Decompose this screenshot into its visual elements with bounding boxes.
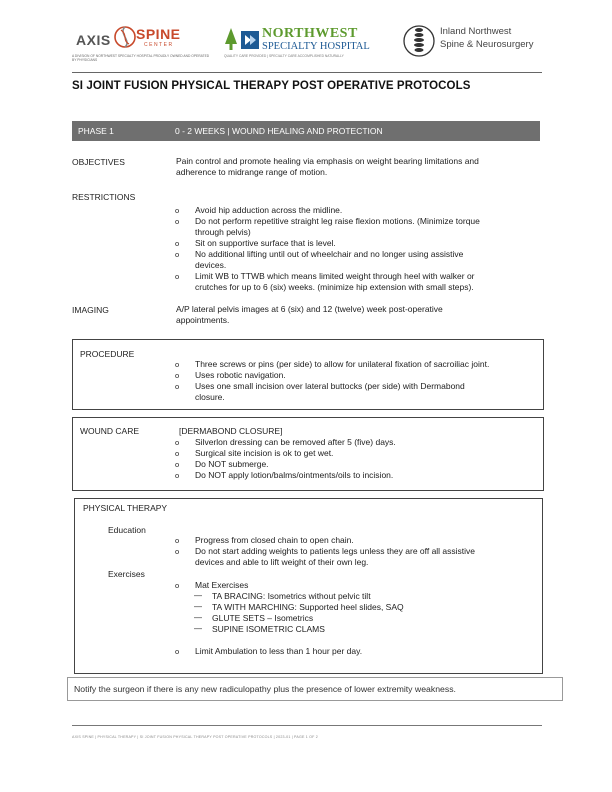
page-footer: AXIS SPINE | PHYSICAL THERAPY | SI JOINT FUSION PHYSICAL THERAPY POST OPERATIVE PROTOCOLS | 2023-01 | PAGE 1 OF 2 <box>72 735 318 739</box>
axis-tagline: A DIVISION OF NORTHWEST SPECIALTY HOSPITAL PROUDLY OWNED AND OPERATED BY PHYSICIANS <box>72 54 210 63</box>
restrictions-label: RESTRICTIONS <box>72 192 136 202</box>
spine-vertebrae-icon <box>402 22 436 60</box>
education-label: Education <box>108 525 146 535</box>
dermabond-heading: [DERMABOND CLOSURE] <box>179 426 283 436</box>
restrictions-list <box>175 205 541 293</box>
phase-range: 0 - 2 WEEKS | WOUND HEALING AND PROTECTION <box>175 126 383 136</box>
education-list <box>175 535 539 568</box>
inland-line-2: Spine & Neurosurgery <box>440 39 534 50</box>
phase-label: PHASE 1 <box>78 126 114 136</box>
list-item: o Surgical site incision is ok to get wet. <box>175 448 543 459</box>
northwest-tagline: QUALITY CARE PROVIDED | SPECIALTY CARE ACCOMPLISHED NATURALLY <box>224 54 344 58</box>
list-item: o Do NOT apply lotion/balms/ointments/oils to incision. <box>175 470 543 481</box>
objectives-line: adherence to midrange range of motion. <box>176 167 328 177</box>
list-item: o Do not start adding weights to patients legs unless they are off all assistive devices and able to lift weight of their own leg. <box>175 546 539 568</box>
objectives-label: OBJECTIVES <box>72 157 125 167</box>
wound-care-list <box>175 437 543 481</box>
imaging-line: appointments. <box>176 315 230 325</box>
northwest-square-icon <box>241 31 259 49</box>
imaging-label: IMAGING <box>72 305 109 315</box>
exercises-label: Exercises <box>108 569 145 579</box>
northwest-name: NORTHWEST <box>262 26 358 41</box>
list-item: o Uses robotic navigation. <box>175 370 543 381</box>
mat-exercise-list <box>194 591 534 635</box>
procedure-label: PROCEDURE <box>80 349 135 359</box>
footer-divider <box>72 725 542 726</box>
inland-line-1: Inland Northwest <box>440 26 512 37</box>
logo-strip <box>72 20 542 64</box>
mat-exercises-item <box>175 580 539 591</box>
objectives-text <box>176 156 542 178</box>
center-logo-word: CENTER <box>144 42 174 48</box>
spine-logo-word: SPINE <box>136 26 181 42</box>
list-item: o Uses one small incision over lateral buttocks (per side) with Dermabond closure. <box>175 381 543 403</box>
list-item: o Limit WB to TTWB which means limited weight through heel with walker or crutches for up to 6 (six) weeks. (minimize hip extension with small steps). <box>175 271 541 293</box>
axis-spine-logo <box>72 24 210 64</box>
imaging-line: A/P lateral pelvis images at 6 (six) and 12 (twelve) week post-operative <box>176 304 443 314</box>
list-item: o No additional lifting until out of wheelchair and no longer using assistive devices. <box>175 249 541 271</box>
list-item: o Silverlon dressing can be removed after 5 (five) days. <box>175 437 543 448</box>
list-item: o Avoid hip adduction across the midline. <box>175 205 541 216</box>
list-item: — TA WITH MARCHING: Supported heel slides, SAQ <box>194 602 534 613</box>
document-title: SI JOINT FUSION PHYSICAL THERAPY POST OPERATIVE PROTOCOLS <box>72 80 471 92</box>
list-item: o Progress from closed chain to open chain. <box>175 535 539 546</box>
list-item: o Do NOT submerge. <box>175 459 543 470</box>
physical-therapy-label: PHYSICAL THERAPY <box>83 503 168 513</box>
imaging-text <box>176 304 542 326</box>
ambulation-item <box>175 646 539 657</box>
surgeon-notice-box <box>67 677 563 701</box>
header-divider <box>72 72 542 73</box>
list-item: o Sit on supportive surface that is level. <box>175 238 541 249</box>
list-item: — GLUTE SETS – Isometrics <box>194 613 534 624</box>
wound-care-label: WOUND CARE <box>80 426 140 436</box>
inland-northwest-logo <box>402 20 542 62</box>
list-item: o Mat Exercises <box>175 580 539 591</box>
northwest-sub: SPECIALTY HOSPITAL <box>262 41 370 52</box>
axis-swirl-icon <box>112 24 138 50</box>
list-item: — TA BRACING: Isometrics without pelvic tilt <box>194 591 534 602</box>
pine-tree-icon <box>224 28 238 50</box>
list-item: — SUPINE ISOMETRIC CLAMS <box>194 624 534 635</box>
list-item: o Three screws or pins (per side) to allow for unilateral fixation of sacroiliac joint. <box>175 359 543 370</box>
objectives-line: Pain control and promote healing via emphasis on weight bearing limitations and <box>176 156 479 166</box>
axis-logo-word: AXIS <box>76 32 111 48</box>
phase-header-bar <box>72 121 540 141</box>
surgeon-notice-text: Notify the surgeon if there is any new radiculopathy plus the presence of lower extremity weakness. <box>74 684 456 694</box>
list-item: o Do not perform repetitive straight leg raise flexion motions. (Minimize torque through pelvis) <box>175 216 541 238</box>
northwest-hospital-logo <box>224 26 382 62</box>
procedure-list <box>175 359 543 403</box>
list-item: o Limit Ambulation to less than 1 hour per day. <box>175 646 539 657</box>
